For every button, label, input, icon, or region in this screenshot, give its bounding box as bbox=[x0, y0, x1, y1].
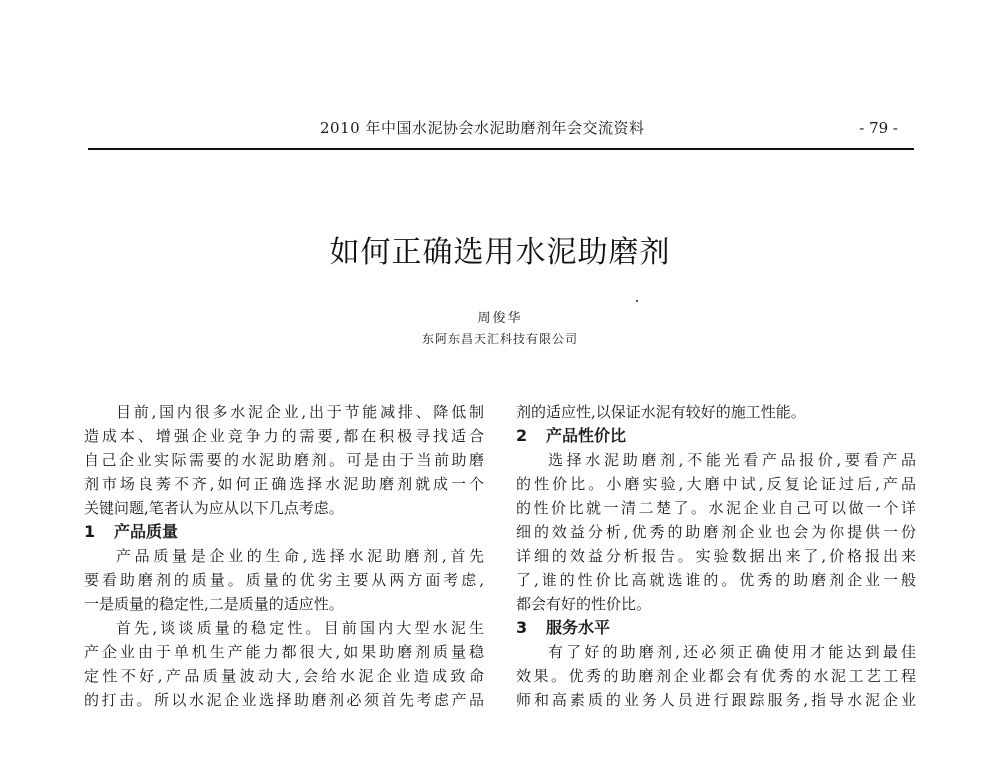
body-line: 产企业由于单机生产能力都很大,如果助磨剂质量稳 bbox=[84, 643, 484, 661]
author-affiliation: 东阿东昌天汇科技有限公司 bbox=[421, 332, 578, 346]
body-line: 的打击。所以水泥企业选择助磨剂必须首先考虑产品 bbox=[84, 691, 484, 709]
section-number: 1 bbox=[84, 522, 96, 541]
section-title: 服务水平 bbox=[546, 618, 611, 637]
body-line: 都会有好的性价比。 bbox=[516, 595, 652, 613]
body-line: 首先,谈谈质量的稳定性。目前国内大型水泥生 bbox=[116, 619, 484, 637]
body-line: 要看助磨剂的质量。质量的优劣主要从两方面考虑, bbox=[84, 571, 484, 589]
body-line: 选择水泥助磨剂,不能光看产品报价,要看产品 bbox=[548, 451, 916, 469]
body-line: 产品质量是企业的生命,选择水泥助磨剂,首先 bbox=[116, 547, 484, 565]
right-column bbox=[516, 400, 916, 712]
body-line: 的性价比。小磨实验,大磨中试,反复论证过后,产品 bbox=[516, 475, 916, 493]
section-title: 产品性价比 bbox=[546, 426, 627, 445]
body-line: 详细的效益分析报告。实验数据出来了,价格报出来 bbox=[516, 547, 916, 565]
section-number: 2 bbox=[516, 426, 528, 445]
body-line: 一是质量的稳定性,二是质量的适应性。 bbox=[84, 595, 344, 613]
intro-line: 目前,国内很多水泥企业,出于节能减排、降低制 bbox=[116, 403, 484, 421]
body-line: 有了好的助磨剂,还必须正确使用才能达到最佳 bbox=[548, 643, 916, 661]
body-line: 细的效益分析,优秀的助磨剂企业也会为你提供一份 bbox=[516, 523, 916, 541]
intro-line: 关键问题,笔者认为应从以下几点考虑。 bbox=[84, 499, 344, 517]
body-line: 剂的适应性,以保证水泥有较好的施工性能。 bbox=[516, 403, 806, 421]
body-line: 的性价比就一清二楚了。水泥企业自己可以做一个详 bbox=[516, 499, 916, 517]
running-header bbox=[88, 114, 914, 150]
section-title: 产品质量 bbox=[114, 522, 179, 541]
body-line: 了,谁的性价比高就选谁的。优秀的助磨剂企业一般 bbox=[516, 571, 916, 589]
author-name: 周俊华 bbox=[477, 311, 523, 326]
journal-header-title: 2010 年中国水泥协会水泥助磨剂年会交流资料 bbox=[320, 119, 645, 137]
page-number: - 79 - bbox=[859, 119, 898, 137]
article-title: 如何正确选用水泥助磨剂 bbox=[329, 235, 671, 270]
body-line: 师和高素质的业务人员进行跟踪服务,指导水泥企业 bbox=[516, 691, 916, 709]
section-heading bbox=[516, 616, 916, 640]
intro-line: 剂市场良莠不齐,如何正确选择水泥助磨剂就成一个 bbox=[84, 475, 484, 493]
intro-line: 自己企业实际需要的水泥助磨剂。可是由于当前助磨 bbox=[84, 451, 484, 469]
section-heading bbox=[84, 520, 484, 544]
left-column bbox=[84, 400, 484, 712]
section-number: 3 bbox=[516, 618, 528, 637]
scan-speck bbox=[636, 300, 638, 302]
body-line: 效果。优秀的助磨剂企业都会有优秀的水泥工艺工程 bbox=[516, 667, 916, 685]
section-heading bbox=[516, 424, 916, 448]
intro-line: 造成本、增强企业竞争力的需要,都在积极寻找适合 bbox=[84, 427, 484, 445]
body-line: 定性不好,产品质量波动大,会给水泥企业造成致命 bbox=[84, 667, 484, 685]
